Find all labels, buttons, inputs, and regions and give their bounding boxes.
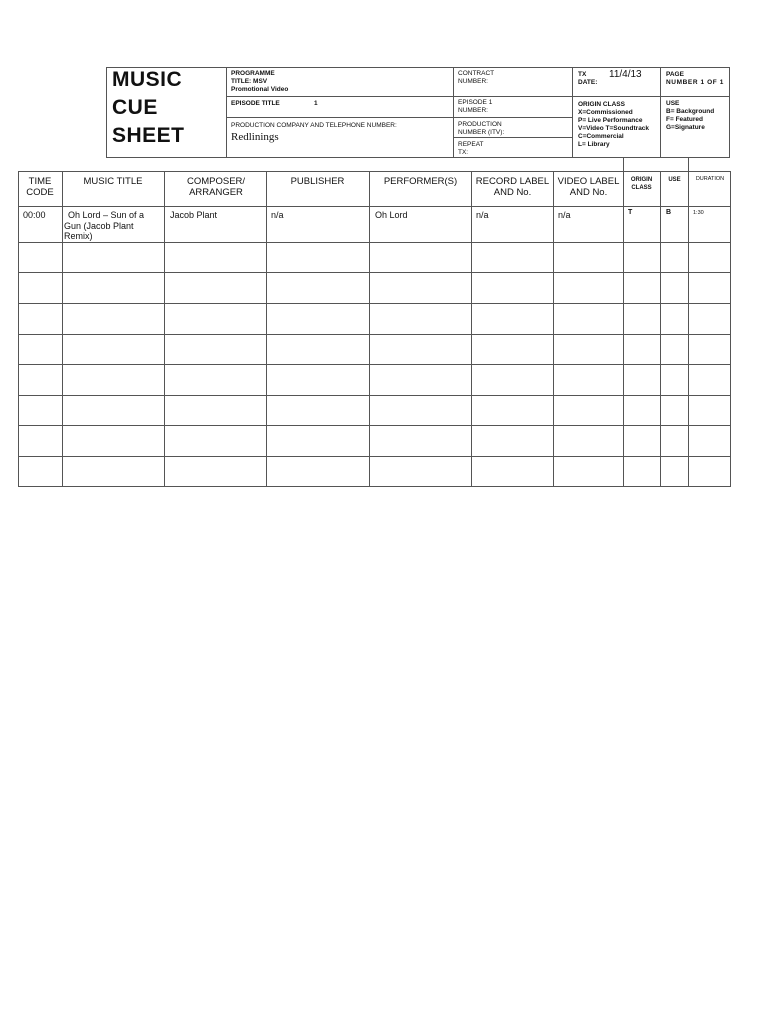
production-value: Redlinings <box>231 131 279 143</box>
programme-hline-1 <box>226 96 453 97</box>
use-line: B= Background <box>666 108 715 115</box>
row-divider <box>18 364 731 365</box>
row1-performer: Oh Lord <box>375 210 408 220</box>
col-divider <box>553 171 554 487</box>
contract-hline-3 <box>453 137 572 138</box>
production-number-2: NUMBER (ITV): <box>458 129 505 136</box>
use-line: F= Featured <box>666 116 704 123</box>
origin-line: V=Video T=Soundtrack <box>578 125 650 132</box>
header-origin-class: ORIGIN CLASS <box>630 177 653 191</box>
row-divider <box>18 206 731 207</box>
row-divider <box>18 425 731 426</box>
row-divider <box>18 334 731 335</box>
use-line: G=Signature <box>666 124 705 131</box>
contract-label-1: CONTRACT <box>458 70 495 77</box>
title-line-cue: CUE <box>112 96 158 119</box>
title-line-sheet: SHEET <box>112 124 185 147</box>
tx-label: TX <box>578 71 587 78</box>
tx-date: 11/4/13 <box>609 69 642 80</box>
origin-class-list <box>578 109 649 149</box>
row1-composer: Jacob Plant <box>170 210 218 220</box>
row1-duration: 1:30 <box>693 210 704 216</box>
programme-divider <box>453 67 454 158</box>
row-divider <box>18 242 731 243</box>
programme-label: PROGRAMME <box>231 70 275 77</box>
col-divider <box>623 171 624 487</box>
header-video-label: VIDEO LABEL AND No. <box>557 176 620 198</box>
repeat-label-2: TX: <box>458 149 469 156</box>
programme-title: TITLE: MSV <box>231 78 268 85</box>
header-music-title: MUSIC TITLE <box>83 176 143 187</box>
row1-record-label: n/a <box>476 210 489 220</box>
origin-class-title: ORIGIN CLASS <box>578 101 625 108</box>
row1-music-title: Oh Lord – Sun of a Gun (Jacob Plant Remix) <box>64 210 145 241</box>
contract-divider <box>572 67 573 158</box>
row1-publisher: n/a <box>271 210 284 220</box>
tx-date-label: DATE: <box>578 79 598 86</box>
title-divider <box>226 67 227 158</box>
col-divider <box>369 171 370 487</box>
production-label: PRODUCTION COMPANY AND TELEPHONE NUMBER: <box>231 122 397 129</box>
header-time-code: TIME CODE <box>26 176 54 198</box>
episode-title-label: EPISODE TITLE <box>231 100 280 107</box>
sheet-title <box>112 66 222 150</box>
connector-line <box>688 158 689 171</box>
origin-line: P= Live Performance <box>578 117 643 124</box>
header-use: USE <box>668 177 681 183</box>
tx-divider <box>660 67 661 158</box>
episode-number-2: NUMBER: <box>458 107 488 114</box>
page-label: PAGE <box>666 71 684 78</box>
col-divider <box>471 171 472 487</box>
contract-hline-2 <box>453 117 572 118</box>
repeat-label-1: REPEAT <box>458 141 484 148</box>
row-divider <box>18 272 731 273</box>
header-duration: DURATION <box>695 176 725 182</box>
production-number-1: PRODUCTION <box>458 121 502 128</box>
use-title: USE <box>666 100 680 107</box>
row1-video-label: n/a <box>558 210 571 220</box>
page-value: NUMBER 1 OF 1 <box>666 79 725 86</box>
episode-number-1: EPISODE 1 <box>458 99 493 106</box>
origin-line: L= Library <box>578 141 610 148</box>
use-list <box>666 108 714 132</box>
col-divider <box>266 171 267 487</box>
col-divider <box>164 171 165 487</box>
col-divider <box>62 171 63 487</box>
origin-line: C=Commercial <box>578 133 624 140</box>
tx-hline <box>572 96 730 97</box>
title-line-music: MUSIC <box>112 68 183 91</box>
row1-origin-class: T <box>628 209 633 216</box>
col-divider <box>660 171 661 487</box>
row1-use: B <box>666 209 672 216</box>
row-divider <box>18 303 731 304</box>
programme-sub: Promotional Video <box>231 86 289 93</box>
header-composer: COMPOSER/ ARRANGER <box>186 176 246 198</box>
row1-time-code: 00:00 <box>23 210 46 220</box>
row-divider <box>18 456 731 457</box>
col-divider <box>688 171 689 487</box>
header-performer: PERFORMER(S) <box>383 176 458 187</box>
contract-label-2: NUMBER: <box>458 78 488 85</box>
contract-hline-1 <box>453 96 572 97</box>
episode-title-value: 1 <box>314 100 318 107</box>
programme-hline-2 <box>226 117 453 118</box>
header-publisher: PUBLISHER <box>290 176 345 187</box>
origin-line: X=Commissioned <box>578 109 633 116</box>
row-divider <box>18 395 731 396</box>
connector-line <box>623 158 624 171</box>
header-record-label: RECORD LABEL AND No. <box>475 176 550 198</box>
